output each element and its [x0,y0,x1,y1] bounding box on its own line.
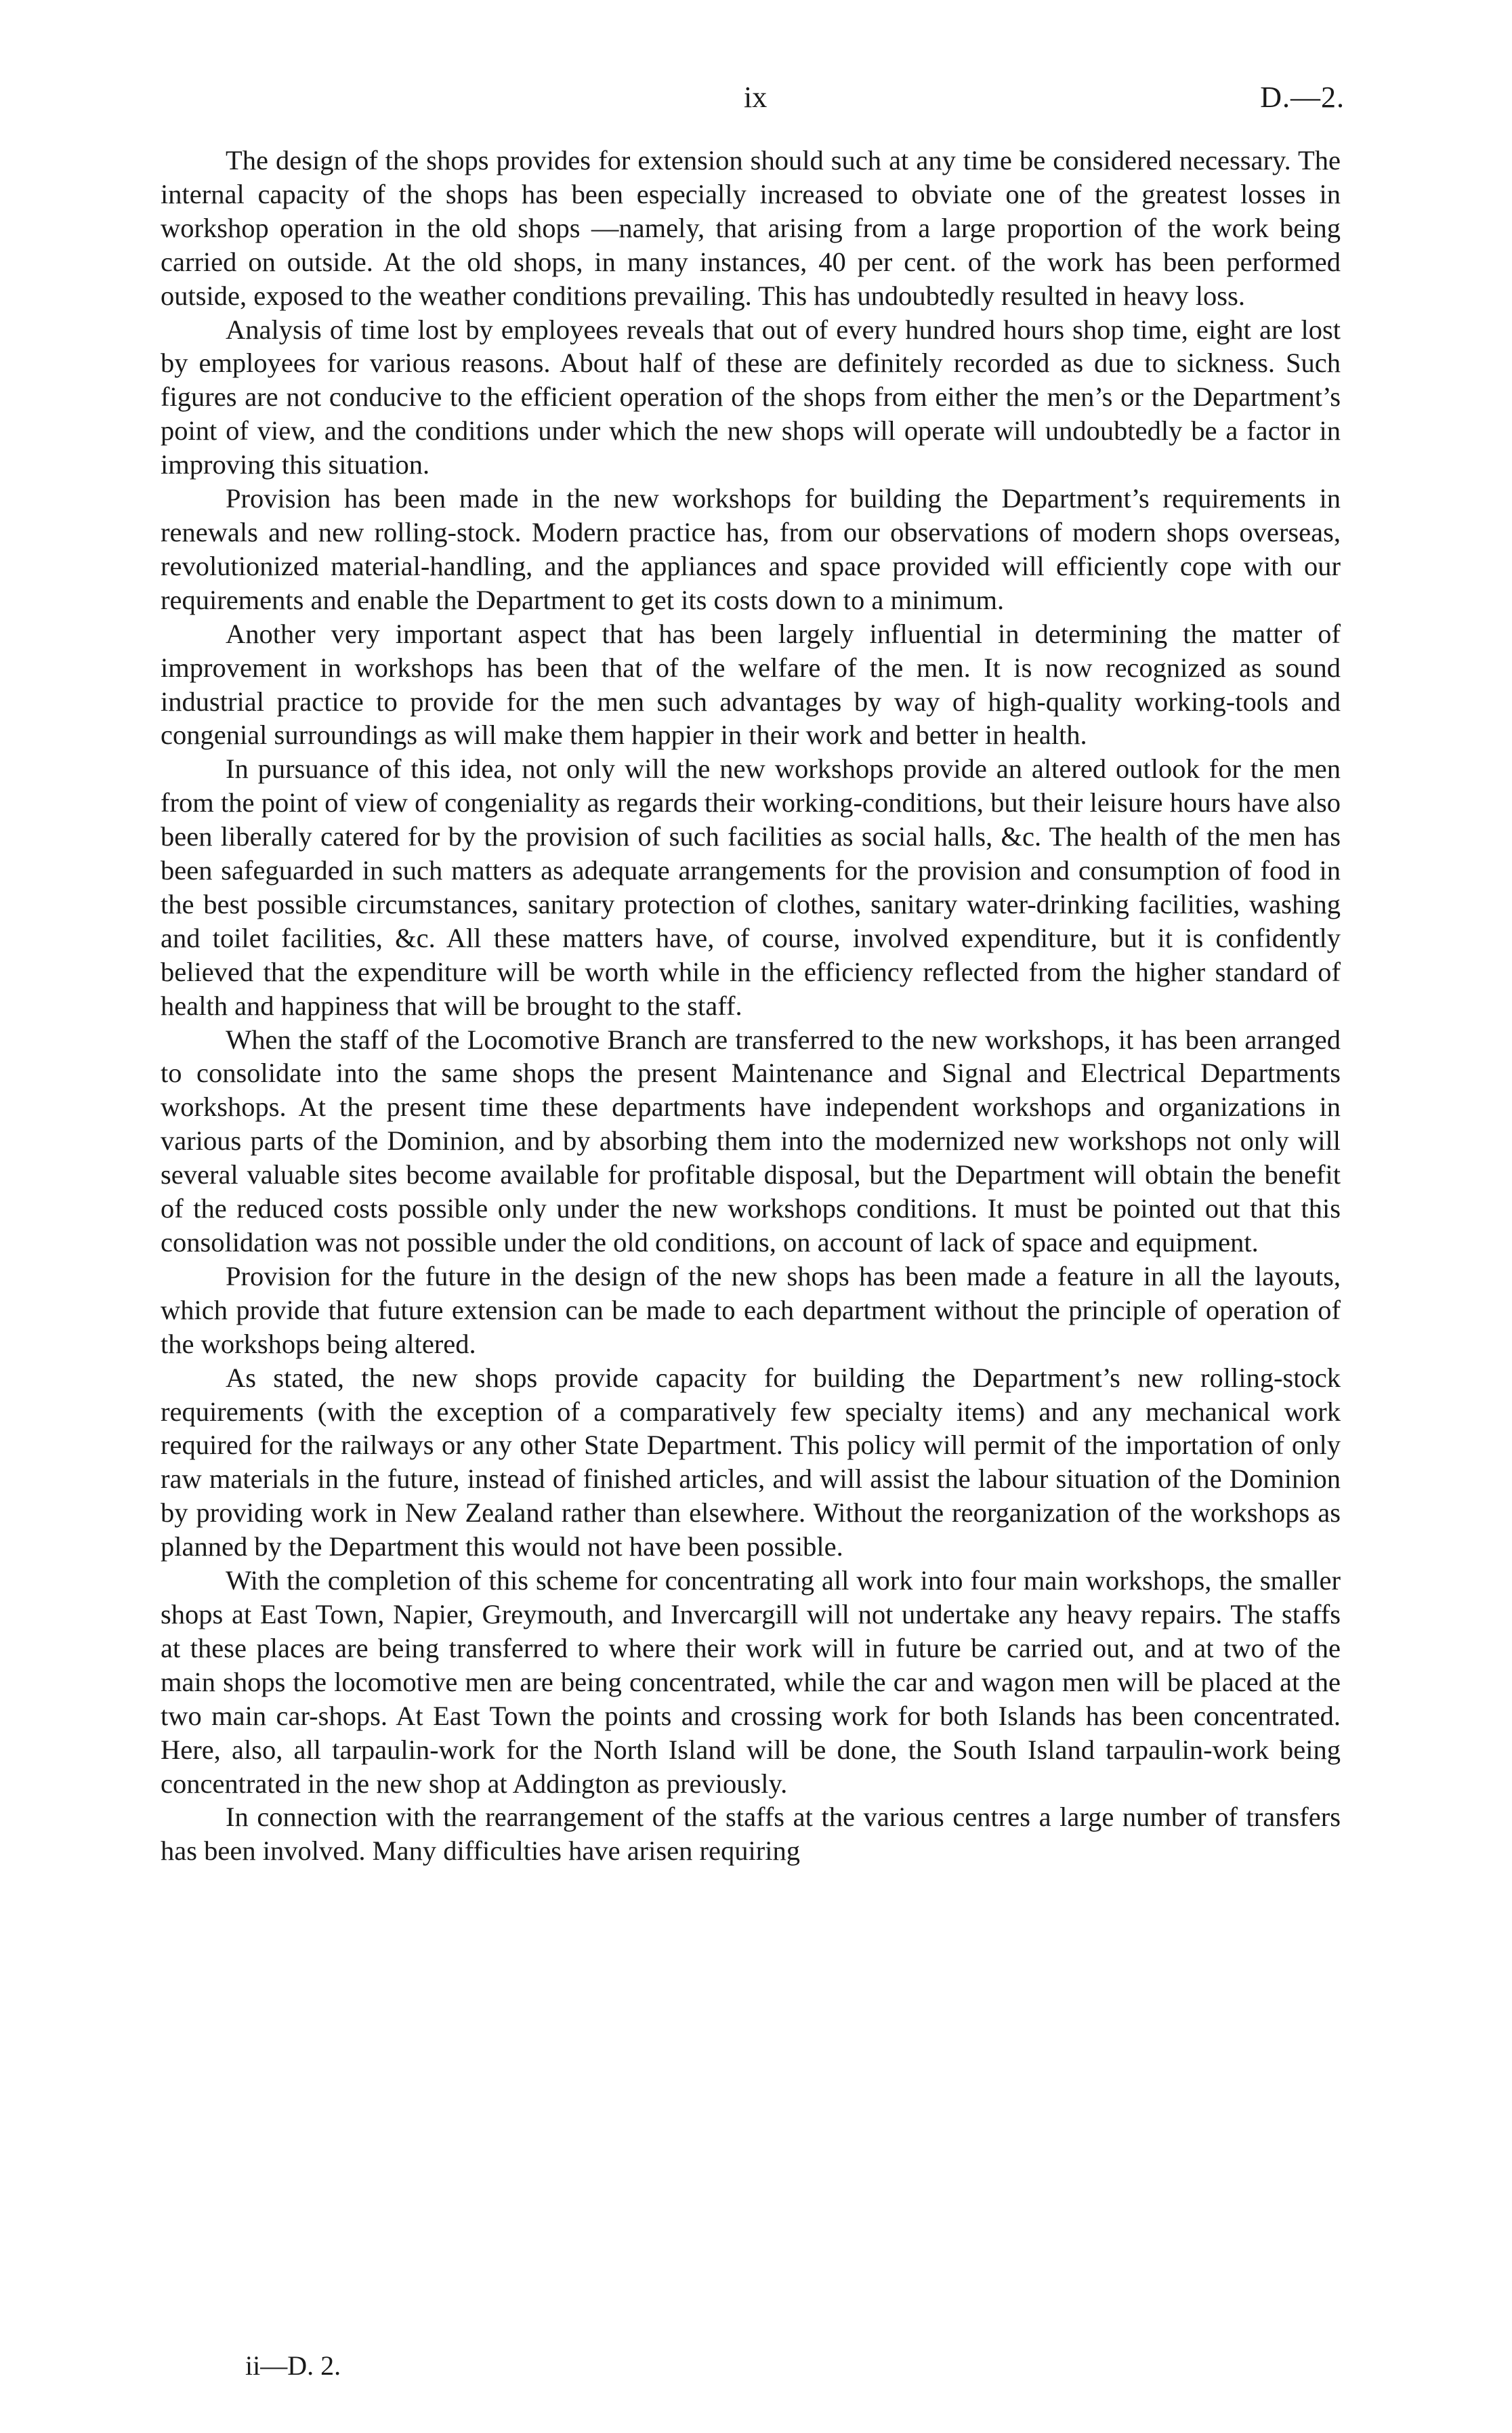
paragraph: With the completion of this scheme for concentrating all work into four main workshops, the smaller shops at East Town, Napier, Greymouth, and Invercargill will not undertake any heavy repairs. The staffs at these places are being transferred to where their work will in future be carried out, and at two of the main shops the locomotive men are being concentrated, while the car and wagon men will be placed at the two main car-shops. At East Town the points and crossing work for both Islands has been concentrated. Here, also, all tarpaulin-work for the North Island will be done, the South Island tarpaulin-work being concentrated in the new shop at Addington as previously. [161,1565,1341,1799]
page-header [0,80,1512,121]
paragraph: Provision has been made in the new workshops for building the Department’s requirements in renewals and new rolling-stock. Modern practice has, from our observations of modern shops overseas, revolutionized material-handling, and the appliances and space provided will efficiently cope with our requirements and enable the Department to get its costs down to a minimum. [161,483,1341,615]
paragraph: The design of the shops provides for extension should such at any time be considered necessary. The internal capacity of the shops has been especially increased to obviate one of the greatest losses in workshop operation in the old shops —namely, that arising from a large proportion of the work being carried on outside. At the old shops, in many instances, 40 per cent. of the work has been performed outside, exposed to the weather conditions prevailing. This has undoubtedly resulted in heavy loss. [161,145,1341,311]
paragraph: When the staff of the Locomotive Branch are transferred to the new workshops, it has been arranged to consolidate into the same shops the present Maintenance and Signal and Electrical Departments workshops. At the present time these departments have independent workshops and organizations in various parts of the Dominion, and by absorbing them into the modernized new workshops not only will several valuable sites become available for profitable disposal, but the Department will obtain the benefit of the reduced costs possible only under the new workshops conditions. It must be pointed out that this consolidation was not possible under the old conditions, on account of lack of space and equipment. [161,1024,1341,1257]
paragraph: Analysis of time lost by employees reveals that out of every hundred hours shop time, eight are lost by employees for various reasons. About half of these are definitely recorded as due to sickness. Such figures are not conducive to the efficient operation of the shops from either the men’s or the Department’s point of view, and the conditions under which the new shops will operate will undoubtedly be a factor in improving this situation. [161,314,1341,480]
body-text [161,144,1341,1868]
paragraph: As stated, the new shops provide capacity for building the Department’s new rolling-stock requirements (with the exception of a comparatively few specialty items) and any mechanical work required for the railways or any other State Department. This policy will permit of the importation of only raw materials in the future, instead of finished articles, and will assist the labour situation of the Dominion by providing work in New Zealand rather than elsewhere. Without the reorganization of the workshops as planned by the Department this would not have been possible. [161,1362,1341,1562]
paragraph: Another very important aspect that has been largely influential in determining the matter of improvement in workshops has been that of the welfare of the men. It is now recognized as sound industrial practice to provide for the men such advantages by way of high-quality working-tools and congenial surroundings as will make them happier in their work and better in health. [161,618,1341,751]
paragraph: In connection with the rearrangement of the staffs at the various centres a large number of transfers has been involved. Many difficulties have arisen requiring [161,1802,1341,1867]
signature-mark: ii—D. 2. [245,2350,341,2381]
paragraph: In pursuance of this idea, not only will the new workshops provide an altered outlook for the men from the point of view of congeniality as regards their working-conditions, but their leisure hours have also been liberally catered for by the provision of such facilities as social halls, &c. The health of the men has been safeguarded in such matters as adequate arrangements for the provision and consumption of food in the best possible circumstances, sanitary protection of clothes, sanitary water-drinking facilities, washing and toilet facilities, &c. All these matters have, of course, involved expenditure, but it is confidently believed that the expenditure will be worth while in the efficiency reflected from the higher standard of health and happiness that will be brought to the staff. [161,753,1341,1021]
document-reference: D.—2. [1260,81,1345,114]
paragraph: Provision for the future in the design of the new shops has been made a feature in all the layouts, which provide that future extension can be made to each department without the principle of operation of the workshops being altered. [161,1260,1341,1359]
page-number: ix [744,81,768,114]
